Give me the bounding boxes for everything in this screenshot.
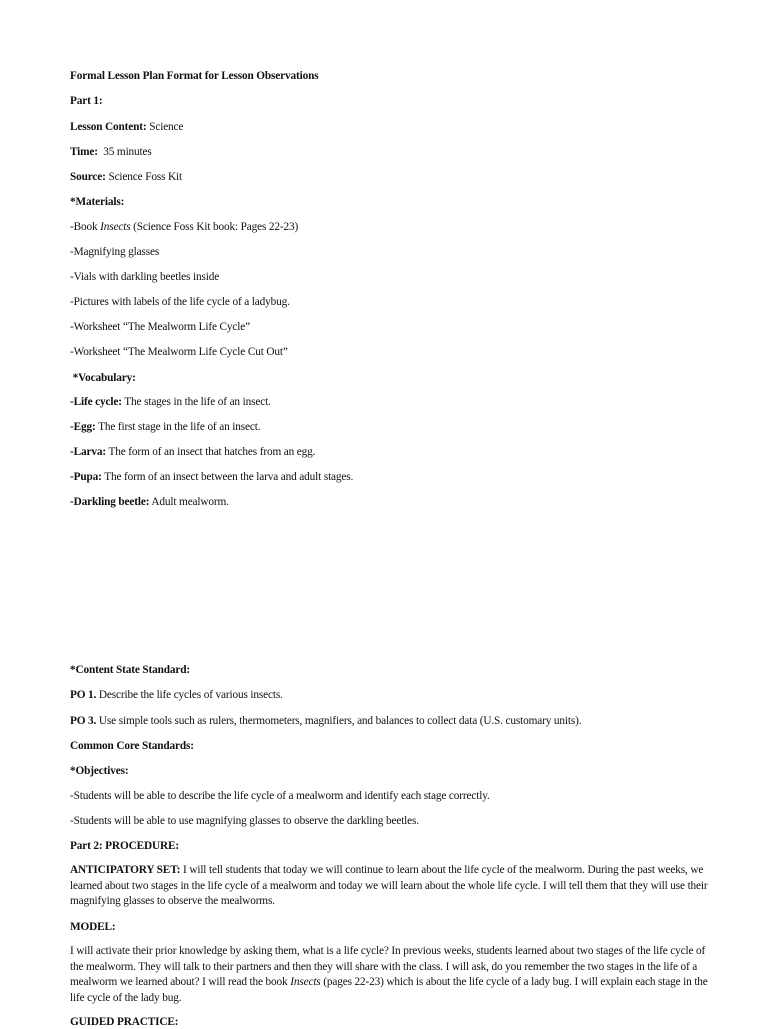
material-book: -Book Insects (Science Foss Kit book: Pages 22-23) bbox=[70, 221, 299, 233]
vocabulary-item: -Pupa: The form of an insect between the larva and adult stages. bbox=[70, 471, 354, 483]
standard-po1: PO 1. Describe the life cycles of various insects. bbox=[70, 689, 283, 701]
part1-heading: Part 1: bbox=[70, 95, 103, 107]
objectives-heading: *Objectives: bbox=[70, 765, 129, 777]
vocabulary-heading: *Vocabulary: bbox=[70, 372, 136, 384]
material-item: -Magnifying glasses bbox=[70, 246, 160, 258]
objective-item: -Students will be able to describe the life cycle of a mealworm and identify each stage correctly. bbox=[70, 790, 490, 802]
material-item: -Worksheet “The Mealworm Life Cycle Cut Out” bbox=[70, 346, 288, 358]
model-paragraph: I will activate their prior knowledge by asking them, what is a life cycle? In previous weeks, students learned about two stages of the life cycle of the mealworm. They will talk to their partners and then they will share with the class. I will ask, do you remember the two stages in the life of a mealworm we learned about? I will read the book Insects (pages 22-23) which is about the life cycle of a lady bug. I will explain each stage in the life cycle of the lady bug. bbox=[70, 945, 708, 1005]
guided-practice-heading: GUIDED PRACTICE: bbox=[70, 1016, 179, 1028]
material-item: -Worksheet “The Mealworm Life Cycle” bbox=[70, 321, 251, 333]
model-heading: MODEL: bbox=[70, 921, 116, 933]
document-title: Formal Lesson Plan Format for Lesson Observations bbox=[70, 70, 319, 82]
materials-heading: *Materials: bbox=[70, 196, 125, 208]
part2-heading: Part 2: PROCEDURE: bbox=[70, 840, 179, 852]
anticipatory-set-paragraph: ANTICIPATORY SET: I will tell students that today we will continue to learn about the life cycle of the mealworm. During the past weeks, we learned about two stages in the life cycle of a mealworm and today we will learn about the whole life cycle. I will tell them that they will use their magnifying glasses to observe the mealworms. bbox=[70, 864, 708, 908]
time-line: Time: 35 minutes bbox=[70, 146, 152, 158]
vocabulary-item: -Life cycle: The stages in the life of an insect. bbox=[70, 396, 271, 408]
vocabulary-item: -Darkling beetle: Adult mealworm. bbox=[70, 496, 229, 508]
objective-item: -Students will be able to use magnifying glasses to observe the darkling beetles. bbox=[70, 815, 419, 827]
vocabulary-item: -Egg: The first stage in the life of an insect. bbox=[70, 421, 261, 433]
standard-po3: PO 3. Use simple tools such as rulers, thermometers, magnifiers, and balances to collect data (U.S. customary units). bbox=[70, 715, 582, 727]
content-standard-heading: *Content State Standard: bbox=[70, 664, 191, 676]
material-item: -Pictures with labels of the life cycle of a ladybug. bbox=[70, 296, 290, 308]
lesson-content-line: Lesson Content: Science bbox=[70, 121, 184, 133]
source-line: Source: Science Foss Kit bbox=[70, 171, 182, 183]
vocabulary-item: -Larva: The form of an insect that hatches from an egg. bbox=[70, 446, 316, 458]
common-core-heading: Common Core Standards: bbox=[70, 740, 194, 752]
material-item: -Vials with darkling beetles inside bbox=[70, 271, 220, 283]
